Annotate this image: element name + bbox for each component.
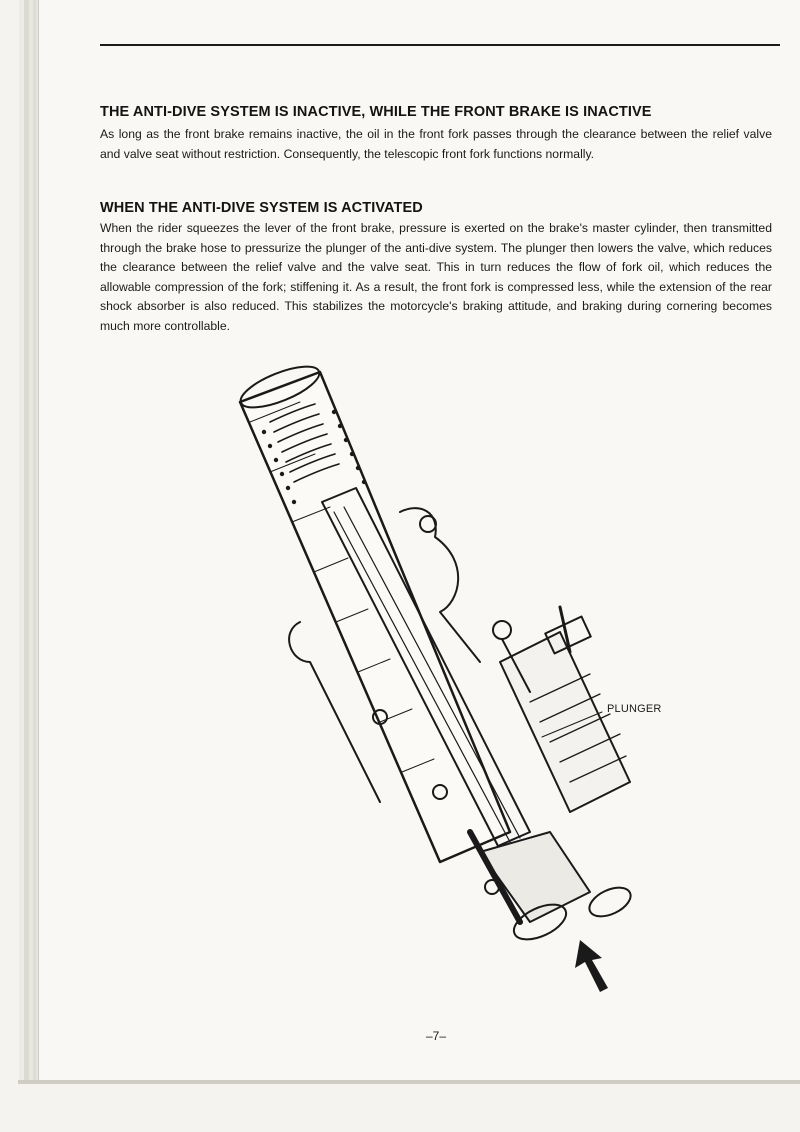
plunger-label: PLUNGER: [607, 703, 662, 715]
header-rule: [100, 44, 780, 46]
section-body-activated: When the rider squeezes the lever of the front brake, pressure is exerted on the brake's master cylinder, then transmitted through the brake hose to pressurize the plunger of the anti-dive system. The plunger then lowers the valve, which reduces the clearance between the relief valve and the valve seat. This in turn reduces the flow of fork oil, which reduces the allowable compression of the fork; stiffening it. As a result, the front fork is compressed less, while the extension of the rear shock absorber is also reduced. This stabilizes the motorcycle's braking attitude, and braking during cornering becomes much more controllable.: [100, 221, 772, 333]
page-number: –7–: [426, 1029, 447, 1043]
section-heading-inactive: THE ANTI-DIVE SYSTEM IS INACTIVE, WHILE THE FRONT BRAKE IS INACTIVE: [100, 104, 652, 120]
section-body-inactive: As long as the front brake remains inactive, the oil in the front fork passes through the clearance between the relief valve and valve seat without restriction. Consequently, the telescopic front fork functions normally.: [100, 127, 772, 161]
anti-dive-fork-cutaway-illustration: [230, 362, 670, 1002]
section-heading-activated: WHEN THE ANTI-DIVE SYSTEM IS ACTIVATED: [100, 200, 423, 216]
page-edge: [18, 1080, 800, 1084]
